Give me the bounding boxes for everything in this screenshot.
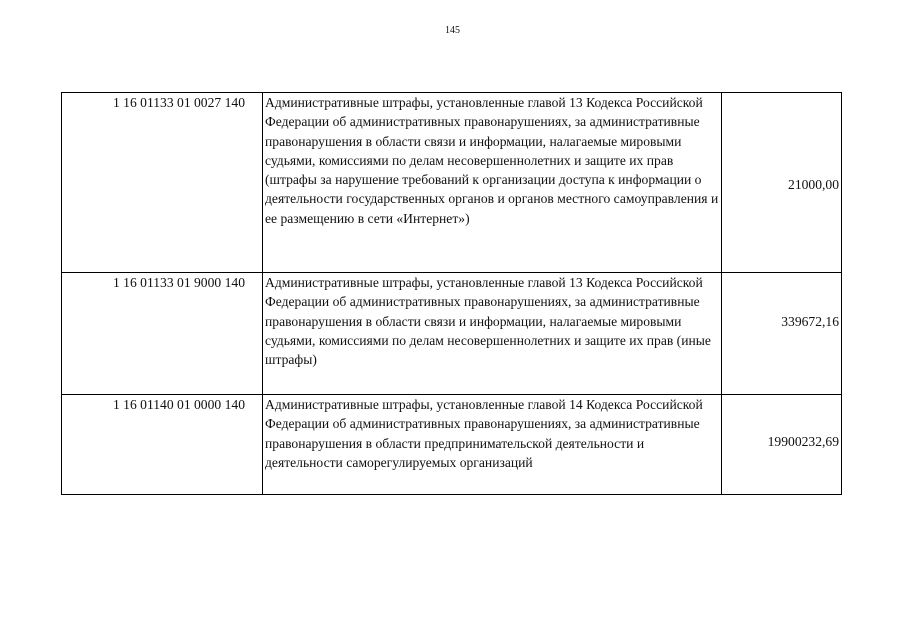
budget-classification-code-cell [62,273,263,395]
revenue-name: Административные штрафы, установленные главой 14 Кодекса Российской Федерации об административных правонарушениях, за административные правонарушения в области предпринимательской деятельности и деятельности саморегулируемых организаций [265,397,703,470]
revenue-name-cell [263,395,722,495]
amount-cell [722,395,842,495]
revenue-name: Административные штрафы, установленные главой 13 Кодекса Российской Федерации об административных правонарушениях, за административные правонарушения в области связи и информации, налагаемые мировыми судьями, комиссиями по делам несовершеннолетних и защите их прав (штрафы за нарушение требований к организации доступа к информации о деятельности государственных органов и органов местного самоуправления и ее размещению в сети «Интернет») [265,95,719,226]
amount-value: 339672,16 [781,313,839,329]
table-row [62,395,842,495]
budget-classification-code-cell [62,395,263,495]
page-number: 145 [445,25,460,36]
table-row [62,93,842,273]
budget-classification-code: 1 16 01140 01 0000 140 [112,397,245,412]
revenue-name: Административные штрафы, установленные главой 13 Кодекса Российской Федерации об административных правонарушениях, за административные правонарушения в области связи и информации, налагаемые мировыми судьями, комиссиями по делам несовершеннолетних и защите их прав (иные штрафы) [265,275,711,368]
amount-value: 19900232,69 [767,433,839,449]
budget-classification-code-cell [62,93,263,273]
amount-cell [722,93,842,273]
budget-revenue-table [61,92,842,495]
revenue-name-cell [263,273,722,395]
table-row [62,273,842,395]
budget-classification-code: 1 16 01133 01 0027 140 [112,95,245,110]
amount-cell [722,273,842,395]
revenue-name-cell [263,93,722,273]
budget-classification-code: 1 16 01133 01 9000 140 [112,275,245,290]
amount-value: 21000,00 [788,176,839,192]
